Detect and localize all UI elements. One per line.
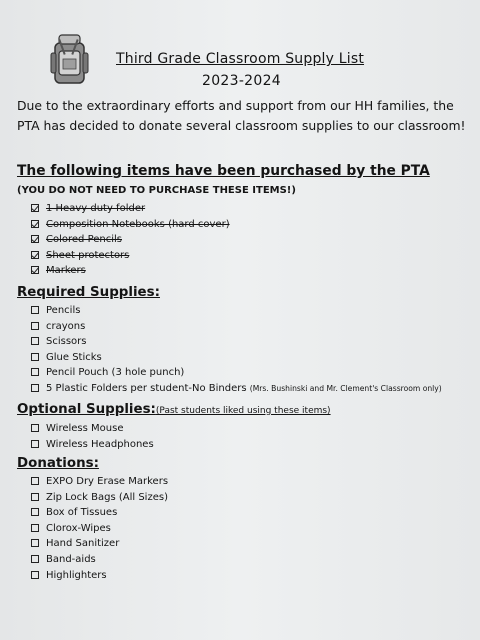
list-item: crayons	[31, 319, 442, 335]
checked-box-icon	[31, 204, 39, 212]
list-item: Pencils	[31, 303, 442, 319]
checked-box-icon	[31, 266, 39, 274]
checked-box-icon	[31, 235, 39, 243]
binder-note: (Mrs. Bushinski and Mr. Clement's Classroom only)	[249, 383, 442, 393]
list-item: Box of Tissues	[31, 505, 168, 521]
list-item: Band-aids	[31, 552, 168, 568]
checkbox-icon	[31, 508, 39, 516]
list-item: Pencil Pouch (3 hole punch)	[31, 365, 442, 381]
checkbox-icon	[31, 477, 39, 485]
backpack-icon	[47, 33, 92, 88]
checkbox-icon	[31, 353, 39, 361]
list-item: Wireless Headphones	[31, 437, 154, 453]
list-item: Hand Sanitizer	[31, 536, 168, 552]
list-item: 5 Plastic Folders per student-No Binders (Mrs. Bushinski and Mr. Clement's Classroom only)	[31, 381, 442, 397]
required-list	[31, 303, 442, 397]
checkbox-icon	[31, 306, 39, 314]
list-item: Colored Pencils	[31, 232, 230, 248]
list-item: Wireless Mouse	[31, 421, 154, 437]
checkbox-icon	[31, 368, 39, 376]
list-item: Sheet protectors	[31, 248, 230, 264]
optional-heading: Optional Supplies:(Past students liked using these items)	[17, 402, 331, 417]
checkbox-icon	[31, 493, 39, 501]
donations-heading: Donations:	[17, 456, 99, 471]
checkbox-icon	[31, 440, 39, 448]
donations-list	[31, 474, 168, 583]
school-year: 2023-2024	[202, 73, 282, 89]
list-item: 1 Heavy duty folder	[31, 201, 230, 217]
checkbox-icon	[31, 337, 39, 345]
list-item: Highlighters	[31, 568, 168, 584]
list-item: Glue Sticks	[31, 350, 442, 366]
optional-subheading: (Past students liked using these items)	[155, 406, 331, 416]
checkbox-icon	[31, 539, 39, 547]
list-item: EXPO Dry Erase Markers	[31, 474, 168, 490]
checkbox-icon	[31, 322, 39, 330]
checkbox-icon	[31, 424, 39, 432]
checked-box-icon	[31, 251, 39, 259]
list-item: Clorox-Wipes	[31, 521, 168, 537]
document-title: Third Grade Classroom Supply List	[116, 51, 365, 67]
list-item: Markers	[31, 263, 230, 279]
list-item: Scissors	[31, 334, 442, 350]
purchased-heading: The following items have been purchased by the PTA	[17, 163, 430, 179]
checkbox-icon	[31, 524, 39, 532]
required-heading: Required Supplies:	[17, 285, 160, 300]
optional-list	[31, 421, 154, 452]
checked-box-icon	[31, 220, 39, 228]
list-item: Zip Lock Bags (All Sizes)	[31, 490, 168, 506]
intro-paragraph: Due to the extraordinary efforts and support from our HH families, the PTA has decided to donate several classroom supplies to our classroom!	[17, 98, 466, 133]
checkbox-icon	[31, 571, 39, 579]
list-item: Composition Notebooks (hard cover)	[31, 217, 230, 233]
checkbox-icon	[31, 555, 39, 563]
checkbox-icon	[31, 384, 39, 392]
purchased-list	[31, 201, 230, 279]
purchased-note: (YOU DO NOT NEED TO PURCHASE THESE ITEMS!)	[17, 185, 296, 196]
